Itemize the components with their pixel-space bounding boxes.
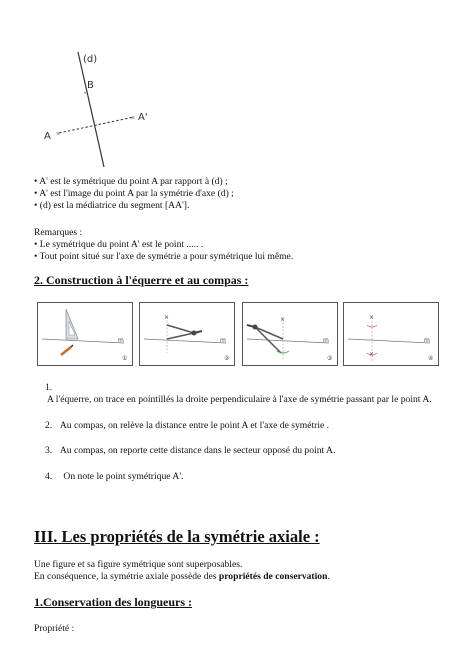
bullet-2: • A' est l'image du point A par la symétrie d'axe (d) ; <box>34 188 234 199</box>
step-text: A l'équerre, on trace en pointillés la droite perpendiculaire à l'axe de symétrie passant par le point A. <box>47 394 432 405</box>
pencil-icon <box>61 347 71 355</box>
section2-title: 2. Construction à l'équerre et au compas : <box>34 273 249 287</box>
symmetry-figure <box>30 40 190 175</box>
bullet-1: • A' est le symétrique du point A par rapport à (d) ; <box>34 176 228 187</box>
svg-text:③: ③ <box>327 355 333 362</box>
label-a: A <box>44 131 51 142</box>
cross-b: × <box>83 91 87 97</box>
section3-line1: Une figure et sa figure symétrique sont superposables. <box>34 559 243 570</box>
segment-aa-prime <box>59 117 134 133</box>
remark-2: • Tout point situé sur l'axe de symétrie a pour symétrique lui même. <box>34 251 294 262</box>
svg-text:×: × <box>369 314 375 321</box>
cross-a: × <box>56 130 60 138</box>
remarks-title: Remarques : <box>34 227 83 238</box>
svg-text:m: m <box>323 337 329 344</box>
label-b: B <box>87 80 94 91</box>
step-text: Au compas, on reporte cette distance dans le secteur opposé du point A. <box>59 445 336 456</box>
bullet-3: • (d) est la médiatrice du segment [AA']. <box>34 200 190 211</box>
construction-step-2 <box>45 420 445 432</box>
svg-text:×: × <box>280 316 286 323</box>
construction-panel-3 <box>242 302 338 366</box>
construction-step-4 <box>45 471 445 483</box>
svg-text:②: ② <box>224 355 230 362</box>
section3-line2 <box>34 571 330 583</box>
step-number: 3. <box>45 445 53 456</box>
compass-icon <box>167 325 202 339</box>
construction-panel-4 <box>343 302 439 366</box>
step-number: 1. <box>45 382 53 393</box>
label-a-prime: A' <box>138 112 148 123</box>
svg-text:①: ① <box>122 355 128 362</box>
section3-title: III. Les propriétés de la symétrie axiale : <box>34 527 320 546</box>
svg-text:m: m <box>424 337 430 344</box>
axis-d-line <box>78 52 104 167</box>
remark-1: • Le symétrique du point A' est le point ..... . <box>34 239 204 250</box>
construction-step-1 <box>45 382 445 406</box>
step-number: 4. <box>45 471 53 482</box>
line2-prefix: En conséquence, la symétrie axiale possède des <box>34 571 219 582</box>
section3-subtitle: 1.Conservation des longueurs : <box>34 595 193 609</box>
svg-text:×: × <box>369 351 375 358</box>
svg-text:④: ④ <box>428 355 434 362</box>
construction-step-3 <box>45 445 445 457</box>
svg-text:×: × <box>164 314 170 321</box>
compass-icon <box>247 325 283 354</box>
line2-bold: propriétés de conservation <box>218 571 328 582</box>
svg-text:m: m <box>220 337 226 344</box>
construction-panel-2 <box>139 302 235 366</box>
construction-panel-1 <box>37 302 133 366</box>
svg-text:m: m <box>118 337 124 344</box>
property-label: Propriété : <box>34 623 75 634</box>
label-d: (d) <box>83 54 98 65</box>
step-text: Au compas, on relève la distance entre le point A et l'axe de symétrie . <box>59 420 330 431</box>
step-number: 2. <box>45 420 53 431</box>
step-text: On note le point symétrique A'. <box>63 471 184 482</box>
cross-a-prime: × <box>131 114 135 122</box>
line2-suffix: . <box>327 571 330 582</box>
